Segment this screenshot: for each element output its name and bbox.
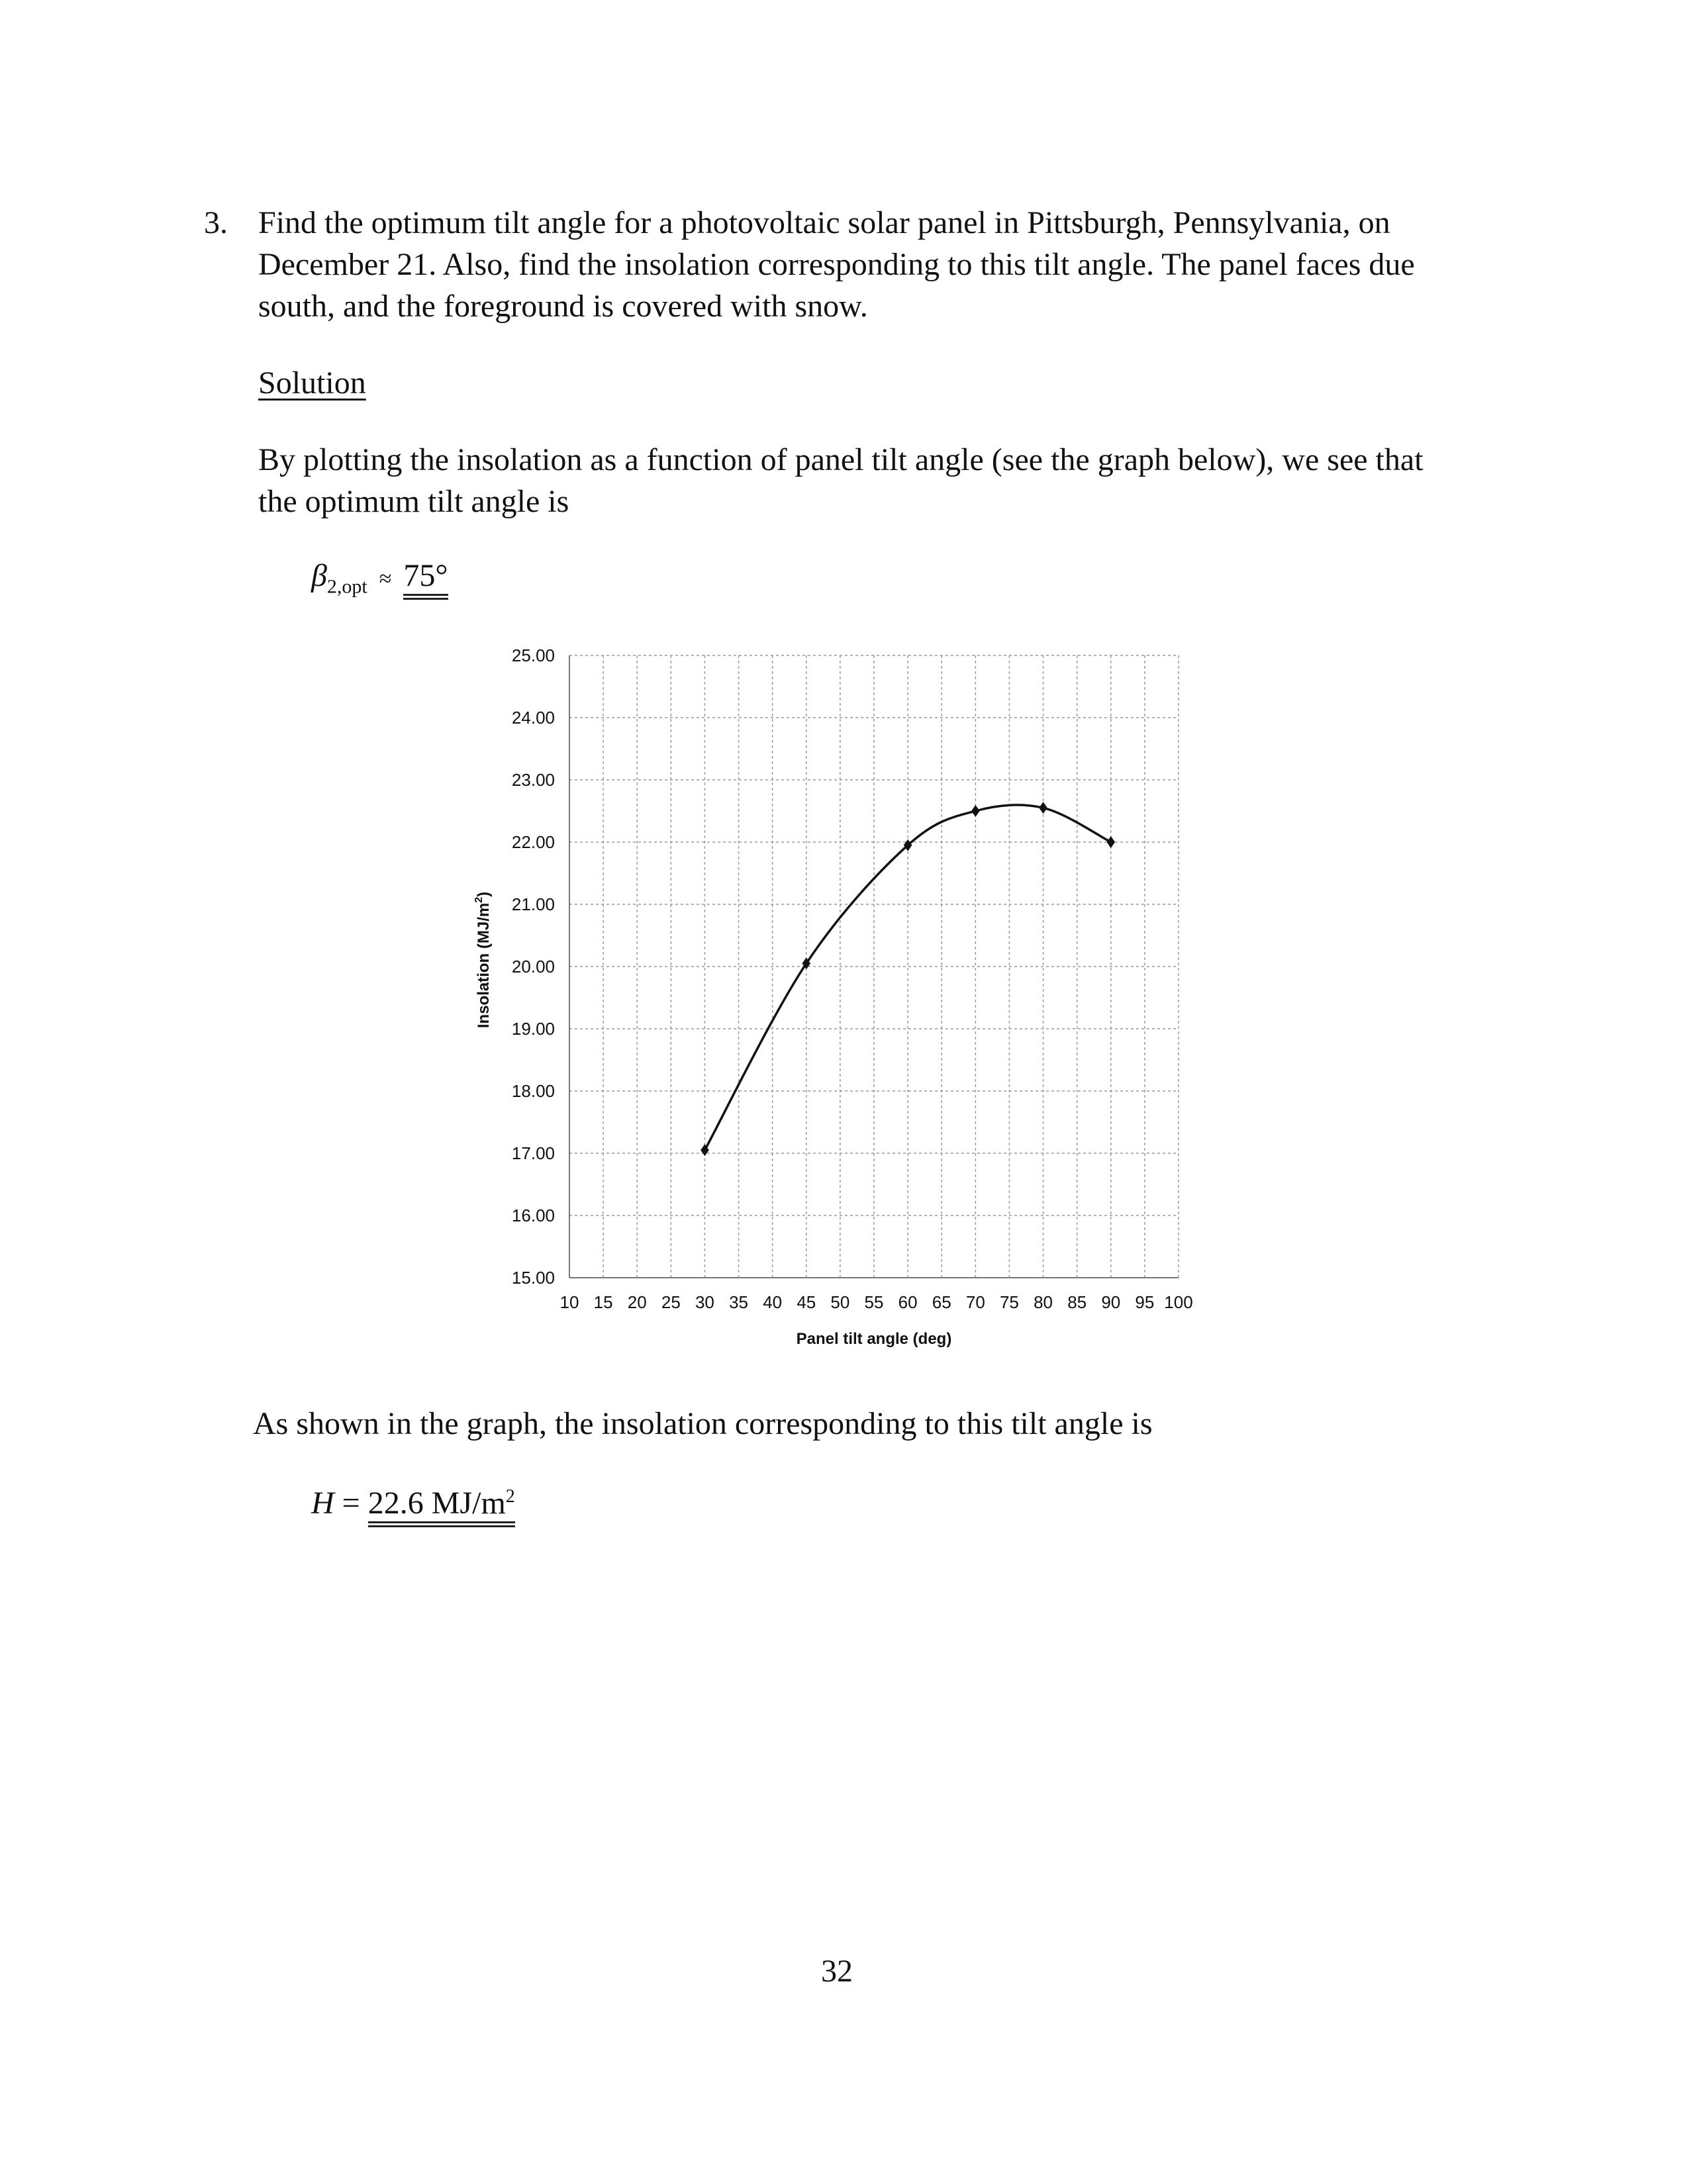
h-value: 22.6 $MJ/m^2$ bbox=[368, 1480, 515, 1527]
data-point-marker bbox=[971, 805, 980, 817]
x-tick-label: 80 bbox=[1034, 1292, 1053, 1312]
x-tick-label: 75 bbox=[999, 1292, 1019, 1312]
beta-value: 75° bbox=[403, 559, 448, 600]
x-tick-label: 95 bbox=[1135, 1292, 1155, 1312]
approx-sign: ≈ bbox=[379, 567, 392, 591]
beta-subscript: 2,opt bbox=[326, 575, 367, 598]
x-tick-label: 25 bbox=[661, 1292, 681, 1312]
x-tick-label: 100 bbox=[1164, 1292, 1193, 1312]
problem-line-1: Find the optimum tilt angle for a photovoltaic solar panel in Pittsburgh, Pennsylvania, on bbox=[258, 205, 1390, 240]
page-number: 32 bbox=[821, 1954, 853, 1989]
chart-axes bbox=[512, 645, 1193, 1312]
x-tick-label: 90 bbox=[1101, 1292, 1121, 1312]
y-tick-label: 22.00 bbox=[511, 832, 555, 852]
x-tick-label: 10 bbox=[559, 1292, 579, 1312]
y-tick-label: 24.00 bbox=[511, 708, 555, 728]
y-tick-label: 19.00 bbox=[511, 1019, 555, 1039]
x-tick-label: 30 bbox=[695, 1292, 714, 1312]
y-tick-label: 17.00 bbox=[511, 1143, 555, 1163]
x-tick-label: 70 bbox=[965, 1292, 985, 1312]
x-tick-label: 65 bbox=[932, 1292, 951, 1312]
x-tick-label: 35 bbox=[729, 1292, 749, 1312]
solution-intro-line-1: By plotting the insolation as a function of panel tilt angle (see the graph below), we see that bbox=[258, 442, 1424, 477]
y-tick-label: 20.00 bbox=[511, 957, 555, 976]
y-tick-label: 21.00 bbox=[511, 894, 555, 914]
solution-intro-line-2: the optimum tilt angle is bbox=[258, 484, 569, 519]
data-point-marker bbox=[1039, 802, 1047, 814]
y-tick-label: 23.00 bbox=[511, 770, 555, 790]
x-tick-label: 15 bbox=[593, 1292, 613, 1312]
x-tick-label: 60 bbox=[898, 1292, 918, 1312]
beta-symbol: β bbox=[311, 558, 327, 593]
chart-grid bbox=[569, 655, 1179, 1278]
h-equation bbox=[311, 1480, 515, 1527]
y-tick-label: 18.00 bbox=[511, 1081, 555, 1101]
insolation-chart bbox=[463, 636, 1218, 1351]
x-tick-label: 85 bbox=[1067, 1292, 1087, 1312]
y-tick-label: 15.00 bbox=[511, 1268, 555, 1288]
x-tick-label: 50 bbox=[830, 1292, 850, 1312]
result-line: As shown in the graph, the insolation corresponding to this tilt angle is bbox=[253, 1406, 1153, 1441]
h-equals: = bbox=[342, 1486, 360, 1521]
x-tick-label: 40 bbox=[763, 1292, 783, 1312]
x-tick-label: 45 bbox=[797, 1292, 816, 1312]
y-tick-label: 25.00 bbox=[511, 645, 555, 665]
h-symbol: H bbox=[311, 1486, 334, 1521]
y-axis-label: Insolation $(MJ/m^2)$ bbox=[473, 891, 493, 1029]
data-point-marker bbox=[1106, 836, 1115, 848]
x-axis-label: Panel tilt angle (deg) bbox=[796, 1330, 952, 1348]
solution-heading: Solution bbox=[258, 365, 366, 401]
problem-line-2: December 21. Also, find the insolation corresponding to this tilt angle. The panel faces due bbox=[258, 247, 1415, 282]
y-tick-label: 16.00 bbox=[511, 1206, 555, 1225]
x-tick-label: 55 bbox=[864, 1292, 884, 1312]
problem-line-3: south, and the foreground is covered with snow. bbox=[258, 289, 868, 324]
beta-equation bbox=[311, 557, 448, 600]
x-tick-label: 20 bbox=[627, 1292, 647, 1312]
problem-number: 3. bbox=[204, 205, 228, 240]
